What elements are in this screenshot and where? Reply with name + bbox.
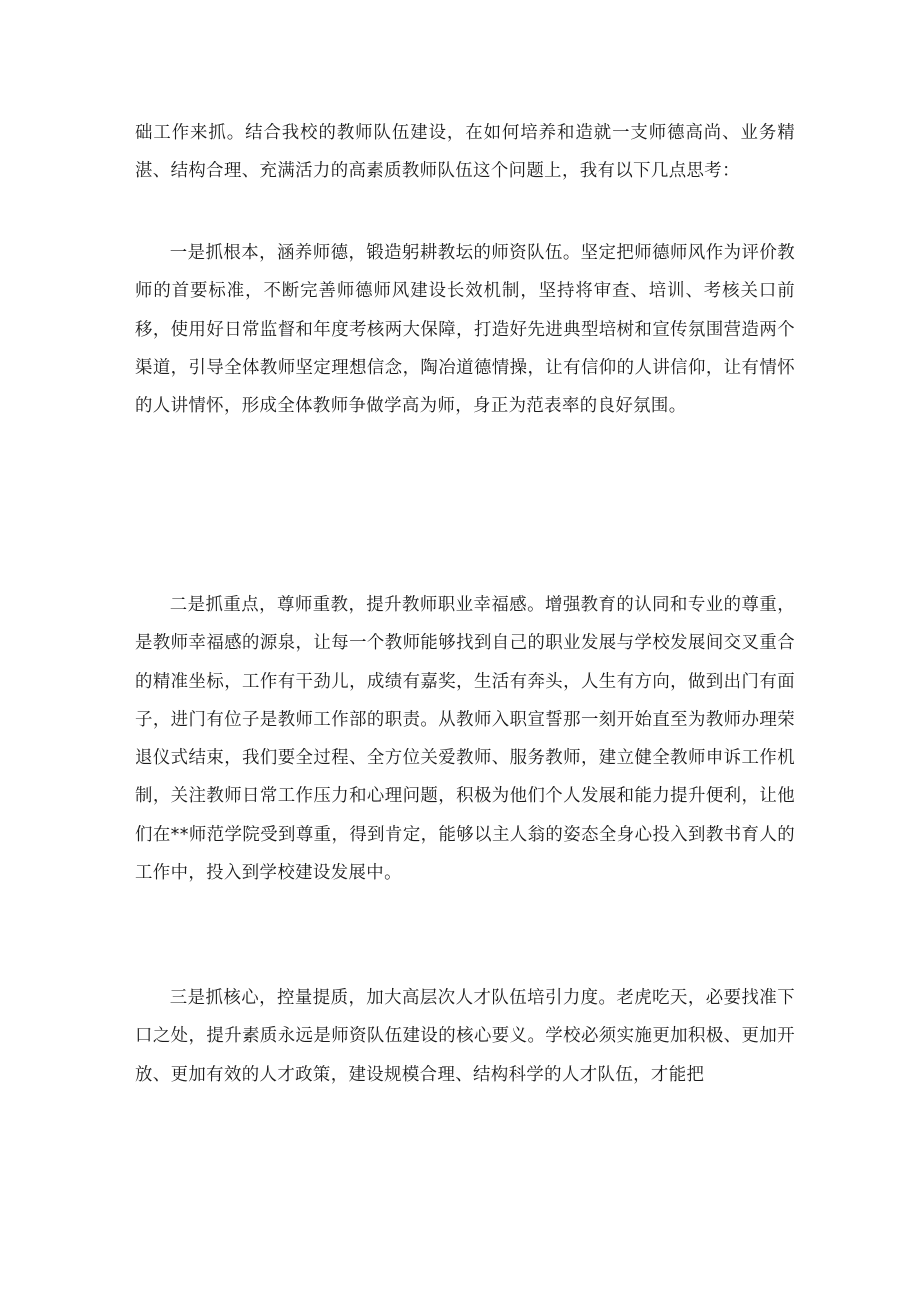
paragraph-point-three: 三是抓核心，控量提质，加大高层次人才队伍培引力度。老虎吃天，必要找准下口之处，提升素质永远是师资队伍建设的核心要义。学校必须实施更加积极、更加开放、更加有效的人才政策，建设规模合理、结构科学的人才队伍，才能把: [135, 988, 795, 1085]
paragraph-continuation: 础工作来抓。结合我校的教师队伍建设，在如何培养和造就一支师德高尚、业务精湛、结构合理、充满活力的高素质教师队伍这个问题上，我有以下几点思考：: [135, 123, 795, 182]
paragraph-point-one: 一是抓根本，涵养师德，锻造躬耕教坛的师资队伍。坚定把师德师风作为评价教师的首要标准，不断完善师德师风建设长效机制，坚持将审查、培训、考核关口前移，使用好日常监督和年度考核两大保障，打造好先进典型培树和宣传氛围营造两个渠道，引导全体教师坚定理想信念，陶冶道德情操，让有信仰的人讲信仰，让有情怀的人讲情怀，形成全体教师争做学高为师，身正为范表率的良好氛围。: [135, 243, 795, 417]
paragraph-point-two: 二是抓重点，尊师重教，提升教师职业幸福感。增强教育的认同和专业的尊重，是教师幸福感的源泉，让每一个教师能够找到自己的职业发展与学校发展间交叉重合的精准坐标，工作有干劲儿，成绩有嘉奖，生活有奔头，人生有方向，做到出门有面子，进门有位子是教师工作部的职责。从教师入职宣誓那一刻开始直至为教师办理荣退仪式结束，我们要全过程、全方位关爱教师、服务教师，建立健全教师申诉工作机制，关注教师日常工作压力和心理问题，积极为他们个人发展和能力提升便利，让他们在**师范学院受到尊重，得到肯定，能够以主人翁的姿态全身心投入到教书育人的工作中，投入到学校建设发展中。: [135, 595, 795, 884]
